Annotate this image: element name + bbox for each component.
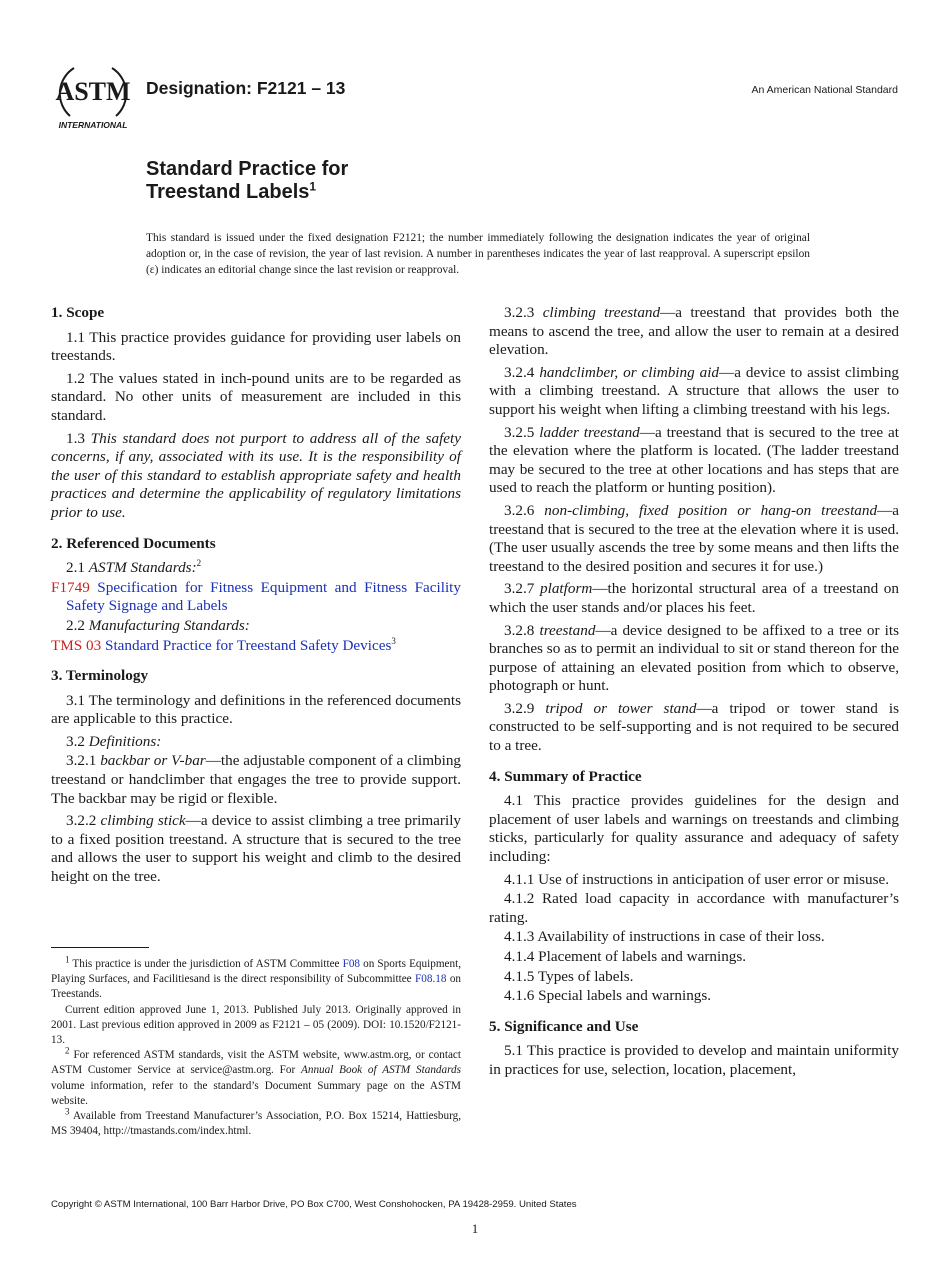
footnote-3: $^3$ Available from Treestand Manufacturer’s Association, P.O. Box 15214, Hattiesburg, MS 39404, http://tmastands.com/index.html. bbox=[51, 1106, 461, 1138]
paragraph-5-1: 5.1 This practice is provided to develop and maintain uniformity in practices for use, selection, location, placement, bbox=[489, 1042, 899, 1078]
reference-tms03[interactable]: TMS 03 Standard Practice for Treestand Safety Devices$^3$ bbox=[51, 635, 396, 654]
logo-subtext: INTERNATIONAL bbox=[58, 120, 128, 130]
footnote-1: $^1$ This practice is under the jurisdiction of ASTM Committee F08 on Sports Equipment, Playing Surfaces, and Facilitiesand is the direct responsibility of Subcommittee F08.18 on Treestands. bbox=[51, 954, 461, 1001]
intro-paragraph: This standard is issued under the fixed designation F2121; the number immediately following the designation indicates the year of original adoption or, in the case of revision, the year of last revision. A number in parentheses indicates the year of last reapproval. A superscript epsilon (ε) indicates an editorial change since the last revision or reapproval. bbox=[146, 232, 810, 276]
definition-3-2-3: 3.2.3 climbing treestand—a treestand that provides both the means to ascend the tree, and allow the user to remain at a desired elevation. bbox=[489, 304, 900, 359]
left-column bbox=[51, 304, 461, 891]
paragraph-4-1-3: 4.1.3 Availability of instructions in case of their loss. bbox=[504, 928, 825, 946]
section-heading-significance: 5. Significance and Use bbox=[489, 1017, 639, 1035]
paragraph-1-3: 1.3 This standard does not purport to address all of the safety concerns, if any, associated with its use. It is the responsibility of the user of this standard to establish appropriate safety and health practices and determine the applicability of regulatory limitations prior to use. bbox=[51, 429, 462, 521]
section-heading-terminology: 3. Terminology bbox=[51, 667, 149, 685]
paragraph-2-2: 2.2 Manufacturing Standards: bbox=[66, 616, 250, 634]
subcommittee-link[interactable]: F08.18 bbox=[415, 973, 447, 986]
paragraph-4-1-2: 4.1.2 Rated load capacity in accordance with manufacturer’s rating. bbox=[489, 890, 899, 926]
paragraph-4-1-4: 4.1.4 Placement of labels and warnings. bbox=[504, 948, 747, 965]
designation: Designation: F2121 – 13 bbox=[146, 78, 346, 98]
paragraph-1-1: 1.1 This practice provides guidance for providing user labels on treestands. bbox=[51, 328, 461, 365]
paragraph-3-2: 3.2 Definitions: bbox=[66, 732, 162, 750]
section-heading-summary: 4. Summary of Practice bbox=[489, 767, 642, 785]
definition-3-2-7: 3.2.7 platform—the horizontal structural area of a treestand on which the user stands and/or places his feet. bbox=[489, 580, 899, 616]
definition-3-2-1: 3.2.1 backbar or V-bar—the adjustable component of a climbing treestand or handclimber that engages the tree to provide support. The backbar may be rigid or flexible. bbox=[51, 752, 462, 807]
committee-link[interactable]: F08 bbox=[342, 958, 361, 970]
page-number: 1 bbox=[471, 1221, 479, 1236]
section-heading-referenced: 2. Referenced Documents bbox=[51, 534, 216, 552]
copyright-notice: Copyright © ASTM International, 100 Barr Harbor Drive, PO Box C700, West Conshohocken, PA 19428-2959. United States bbox=[51, 1199, 577, 1210]
title-footnote-ref[interactable]: 1 bbox=[309, 179, 317, 194]
paragraph-3-1: 3.1 The terminology and definitions in the referenced documents are applicable to this practice. bbox=[51, 691, 461, 728]
section-heading-scope: 1. Scope bbox=[51, 304, 105, 321]
paragraph-1-2: 1.2 The values stated in inch-pound units are to be regarded as standard. No other units of measurement are included in this standard. bbox=[51, 369, 461, 424]
logo-text: ASTM bbox=[55, 77, 131, 106]
footnote-1-edition: Current edition approved June 1, 2013. Published July 2013. Originally approved in 2001. Last previous edition approved in 2009 as F2121 – 05 (2009). DOI: 10.1520/F2121-13. bbox=[51, 1003, 461, 1047]
definition-3-2-5: 3.2.5 ladder treestand—a treestand that is secured to the tree at the elevation where the platform is located. (The ladder treestand may be secured to the tree at other locations and has steps that are used to reach the platform or hunting position). bbox=[489, 423, 899, 497]
definition-3-2-9: 3.2.9 tripod or tower stand—a tripod or tower stand is constructed to be self-supporting and is not required to be secured to a tree. bbox=[489, 699, 899, 755]
paragraph-4-1-6: 4.1.6 Special labels and warnings. bbox=[504, 987, 712, 1005]
national-standard-label: An American National Standard bbox=[751, 84, 898, 96]
right-column bbox=[489, 304, 899, 1084]
definition-3-2-4: 3.2.4 handclimber, or climbing aid—a device to assist climbing with a climbing treestand. A structure that allows the user to support his weight when lifting a climbing treestand with his legs. bbox=[489, 363, 900, 418]
footnote-divider bbox=[51, 947, 149, 948]
footnote-2: $^2$ For referenced ASTM standards, visit the ASTM website, www.astm.org, or contact ASTM Customer Service at service@astm.org. For Annual Book of ASTM Standards volume information, refer to the standard’s Document Summary page on the ASTM website. bbox=[51, 1045, 461, 1107]
paragraph-4-1-5: 4.1.5 Types of labels. bbox=[504, 967, 634, 985]
page-title bbox=[146, 158, 348, 204]
reference-f1749[interactable]: F1749 Specification for Fitness Equipment and Fitness Facility Safety Signage and Labels bbox=[51, 578, 461, 615]
paragraph-2-1: 2.1 ASTM Standards:$^2$ bbox=[66, 558, 202, 577]
definition-3-2-8: 3.2.8 treestand—a device designed to be affixed to a tree or its branches so as to permit an individual to sit or stand thereon for the purpose of attaining an elevated position from which to observe, photograph or hunt. bbox=[489, 621, 899, 695]
footnotes bbox=[51, 954, 461, 1139]
definition-3-2-2: 3.2.2 climbing stick—a device to assist climbing a tree primarily to a fixed position treestand. A structure that is secured to the tree and allows the user to support his weight and climb to the desired height on the tree. bbox=[51, 812, 462, 886]
astm-logo bbox=[52, 60, 134, 132]
paragraph-4-1: 4.1 This practice provides guidelines for the design and placement of user labels and warnings on treestands and climbing sticks, particularly for quality assurance and adequacy of safety including: bbox=[489, 792, 899, 866]
title-line-2: Treestand Labels$^1$ bbox=[146, 179, 317, 203]
paragraph-4-1-1: 4.1.1 Use of instructions in anticipation of user error or misuse. bbox=[504, 870, 890, 888]
definition-3-2-6: 3.2.6 non-climbing, fixed position or hang-on treestand—a treestand that is secured to the tree at the elevation where it is used. (The user usually ascends the tree by some means and then lifts the treestand to the desired position and secures it for use.) bbox=[489, 501, 900, 575]
title-line-1: Standard Practice for bbox=[146, 158, 349, 180]
